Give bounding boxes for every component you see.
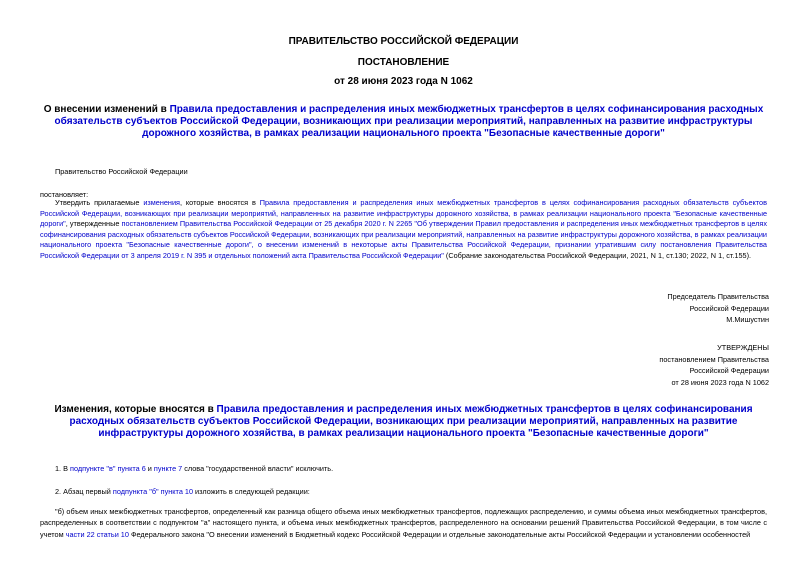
changes-rules-link[interactable]: Правила предоставления и распределения иных межбюджетных трансфертов в целях софинансирования расходных обязательств субъектов Российской Федерации, возникающих при реализации мероприятий, направленных на развитие инфраструктуры дорожного хозяйства, в рамках реализации национального проекта "Безопасные качественные дороги" xyxy=(69,404,753,440)
quote-text-1: "б) объем иных межбюджетных трансфертов, определенный как разница общего объема иных межбюджетных трансфертов, подлежащих распределению, и суммы объема иных межбюджетных трансфертов, распределенных в соответствии с подпунктом "а" настоящего пункта, и объема иных межбюджетных трансфертов, распределенного на основании решений Правительства Российской Федерации, в том числе с учетом xyxy=(40,507,767,539)
document-subject xyxy=(40,104,767,141)
subject-prefix: О внесении изменений в xyxy=(43,104,170,115)
preamble-government: Правительство Российской Федерации xyxy=(55,167,188,176)
signature-title-2: Российской Федерации xyxy=(689,303,769,313)
item1-text-2: и xyxy=(145,464,154,473)
change-item-2 xyxy=(55,487,310,496)
article10-link[interactable]: части 22 статьи 10 xyxy=(65,529,129,539)
approved-date: от 28 июня 2023 года N 1062 xyxy=(671,378,769,388)
approved-label: УТВЕРЖДЕНЫ xyxy=(717,343,769,352)
approved-block xyxy=(659,342,769,389)
item2-subpoint-link[interactable]: подпункта "б" пункта 10 xyxy=(112,487,194,496)
changes-link[interactable]: изменения xyxy=(143,198,180,207)
approved-by-2: Российской Федерации xyxy=(689,366,769,376)
quote-text-2: Федерального закона "О внесении изменений в Бюджетный кодекс Российской Федерации и отдельные законодательные акты Российской Федерации и установлении особенностей xyxy=(128,529,751,539)
item1-text-3: слова "государственной власти" исключить. xyxy=(182,464,334,473)
approve-text-1: Утвердить прилагаемые xyxy=(55,198,144,207)
signature-title: Председатель Правительства xyxy=(667,292,769,301)
quoted-paragraph xyxy=(40,506,767,540)
resolution-2265-link[interactable]: постановлением Правительства Российской Федерации от 25 декабря 2020 г. N 2265 "Об утверждении Правил предоставления и распределения иных межбюджетных трансфертов в целях софинансирования расходных обязательств субъектов Российской Федерации, возникающих при реализации мероприятий, направленных на развитие инфраструктуры дорожного хозяйства, в рамках реализации национального проекта "Безопасные качественные дороги", о внесении изменений в некоторые акты Правительства Российской Федерации, признании утратившим силу постановления Правительства Российской Федерации от 3 апреля 2019 г. N 395 и отдельных положений акта Правительства Российской Федерации" xyxy=(40,219,767,260)
approve-paragraph xyxy=(40,198,767,262)
item2-text-2: изложить в следующей редакции: xyxy=(193,487,310,496)
change-item-1 xyxy=(55,464,333,473)
signature-block xyxy=(667,291,769,326)
item2-text-1: 2. Абзац первый xyxy=(55,487,113,496)
approved-by: постановлением Правительства xyxy=(659,354,769,364)
approve-text-4: (Собрание законодательства Российской Федерации, 2021, N 1, ст.130; 2022, N 1, ст.155). xyxy=(443,250,752,260)
item1-point7-link[interactable]: пункте 7 xyxy=(153,464,183,473)
approve-text-3: , утвержденные xyxy=(65,219,122,229)
rules-link[interactable]: Правила предоставления и распределения иных межбюджетных трансфертов в целях софинансирования расходных обязательств субъектов Российской Федерации, возникающих при реализации мероприятий, направленных на развитие инфраструктуры дорожного хозяйства, в рамках реализации национального проекта "Безопасные качественные дороги" xyxy=(40,198,767,229)
changes-title-prefix: Изменения, которые вносятся в xyxy=(54,404,217,415)
government-heading: ПРАВИТЕЛЬСТВО РОССИЙСКОЙ ФЕДЕРАЦИИ xyxy=(288,36,519,47)
approve-text-2: , которые вносятся в xyxy=(179,198,260,207)
changes-title xyxy=(40,404,767,441)
item1-subpoint-link[interactable]: подпункте "в" пункта 6 xyxy=(70,464,146,473)
document-type: ПОСТАНОВЛЕНИЕ xyxy=(357,57,450,68)
subject-rules-link[interactable]: Правила предоставления и распределения иных межбюджетных трансфертов в целях софинансирования расходных обязательств субъектов Российской Федерации, возникающих при реализации мероприятий, направленных на развитие инфраструктуры дорожного хозяйства, в рамках реализации национального проекта "Безопасные качественные дороги" xyxy=(54,104,764,140)
item1-text-1: 1. В xyxy=(55,464,71,473)
signature-name: М.Мишустин xyxy=(726,315,769,325)
preamble-resolves: постановляет: xyxy=(40,190,89,199)
document-date-number: от 28 июня 2023 года N 1062 xyxy=(334,76,473,87)
